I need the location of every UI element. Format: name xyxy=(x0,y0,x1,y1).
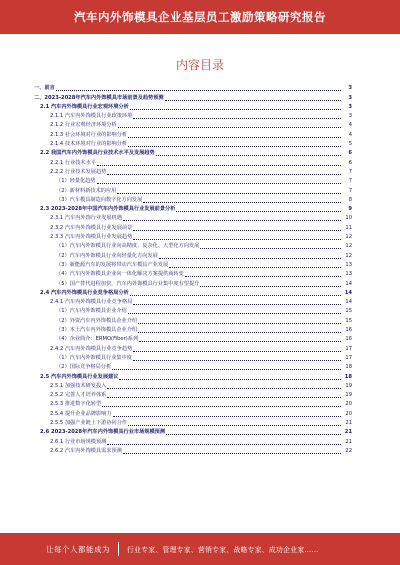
toc-entry-title: （1）汽车内外饰模具企业介绍 xyxy=(56,308,127,315)
toc-leader-dots xyxy=(169,266,341,268)
toc-entry[interactable] xyxy=(34,391,352,400)
report-footer xyxy=(0,533,400,565)
toc-entry-title: （2）汽车内外饰模具行业向轻量化方向发展 xyxy=(56,252,158,259)
toc-entry-title: 2.1 汽车内外饰模具行业宏观环境分析 xyxy=(40,103,129,110)
toc-entry-page: 14 xyxy=(344,289,352,296)
toc-entry-page: 18 xyxy=(344,373,352,380)
toc-entry-page: 16 xyxy=(345,327,352,334)
toc-entry-page: 7 xyxy=(348,168,352,175)
toc-entry-page: 7 xyxy=(348,178,352,185)
report-title: 汽车内外饰模具企业基层员工激励策略研究报告 xyxy=(74,10,326,24)
toc-entry-page: 14 xyxy=(345,299,352,306)
toc-entry[interactable] xyxy=(34,428,352,437)
toc-entry-title: 2.4.1 汽车内外饰模具行业竞争格局 xyxy=(50,299,133,306)
toc-entry-page: 14 xyxy=(345,280,352,287)
toc-entry-title: 2.2.1 行业技术水平 xyxy=(50,159,96,166)
toc-entry-title: （2）新材料新技术的应用 xyxy=(56,187,117,194)
toc-leader-dots xyxy=(138,331,341,333)
toc-entry[interactable] xyxy=(34,205,352,214)
toc-entry[interactable] xyxy=(34,298,352,307)
toc-entry[interactable] xyxy=(34,335,352,344)
toc-leader-dots xyxy=(128,312,341,314)
toc-leader-dots xyxy=(130,108,341,110)
toc-entry-page: 20 xyxy=(345,410,352,417)
toc-entry-page: 13 xyxy=(345,261,352,268)
toc-leader-dots xyxy=(200,285,341,287)
toc-entry[interactable] xyxy=(34,233,352,242)
toc-entry[interactable] xyxy=(34,186,352,195)
toc-entry[interactable] xyxy=(34,419,352,428)
toc-leader-dots xyxy=(128,136,341,138)
toc-leader-dots xyxy=(102,405,341,407)
toc-entry-title: 2.1.1 汽车内外饰模具行业政策环境 xyxy=(50,113,133,120)
toc-entry-page: 11 xyxy=(345,224,352,231)
toc-entry-title: 2.6 2023-2028年汽车内外饰模具行业市场规模预测 xyxy=(40,429,166,436)
toc-entry-page: 8 xyxy=(348,196,352,203)
toc-entry[interactable] xyxy=(34,382,352,391)
toc-entry-page: 19 xyxy=(345,392,352,399)
toc-leader-dots xyxy=(133,359,341,361)
toc-entry-page: 15 xyxy=(345,317,352,324)
toc-entry[interactable] xyxy=(34,289,352,298)
toc-entry-page: 3 xyxy=(348,113,352,120)
report-header xyxy=(0,0,400,34)
toc-leader-dots xyxy=(130,294,341,296)
toc-entry-page: 22 xyxy=(345,447,352,454)
toc-leader-dots xyxy=(139,340,341,342)
toc-entry[interactable] xyxy=(34,270,352,279)
toc-leader-dots xyxy=(123,452,341,454)
toc-entry[interactable] xyxy=(34,103,352,112)
toc-leader-dots xyxy=(185,275,341,277)
toc-entry[interactable] xyxy=(34,447,352,456)
toc-entry-title: （4）汽车内外饰模具企业向一体化解决方案提供商转变 xyxy=(56,271,184,278)
toc-entry-page: 12 xyxy=(345,252,352,259)
toc-entry-page: 9 xyxy=(348,206,352,213)
toc-entry-title: 2.3.1 汽车内外饰行业发展机遇 xyxy=(50,215,122,222)
toc-leader-dots xyxy=(97,164,341,166)
toc-entry[interactable] xyxy=(34,372,352,381)
toc-leader-dots xyxy=(143,201,341,203)
toc-leader-dots xyxy=(107,396,341,398)
toc-entry-title: （1）汽车内外饰模具行业向高精度、复杂化、大型化方向发展 xyxy=(56,243,200,250)
toc-entry-page: 18 xyxy=(345,364,352,371)
toc-entry[interactable] xyxy=(34,354,352,363)
toc-entry-title: 2.3.3 汽车内外饰模具行业发展趋势 xyxy=(50,234,133,241)
toc-entry[interactable] xyxy=(34,326,352,335)
toc-entry-page: 16 xyxy=(345,336,352,343)
toc-entry[interactable] xyxy=(34,316,352,325)
toc-entry[interactable] xyxy=(34,251,352,260)
toc-entry-title: （3）新能源汽车的发展将带动汽车模具产业发展 xyxy=(56,261,169,268)
toc-leader-dots xyxy=(133,303,341,305)
toc-entry-page: 12 xyxy=(345,234,352,241)
toc-entry[interactable] xyxy=(34,149,352,158)
toc-entry-page: 15 xyxy=(345,308,352,315)
toc-entry[interactable] xyxy=(34,279,352,288)
toc-entry[interactable] xyxy=(34,307,352,316)
toc-entry-title: （4）企业简介：ERMO(Fiber)系列 xyxy=(56,336,139,343)
toc-entry-title: 2.1.2 行业宏观经济环境分析 xyxy=(50,122,117,129)
table-of-contents xyxy=(34,84,352,456)
toc-entry[interactable] xyxy=(34,112,352,121)
toc-entry-page: 21 xyxy=(345,438,352,445)
toc-entry-title: （3）汽车模具制造向数字化方向发展 xyxy=(56,196,143,203)
toc-entry-page: 20 xyxy=(345,401,352,408)
toc-entry-page: 10 xyxy=(345,215,352,222)
toc-entry-page: 21 xyxy=(344,429,352,436)
toc-entry[interactable] xyxy=(34,84,352,93)
toc-entry-title: 2.6.1 行业市场规模预测 xyxy=(50,438,107,445)
toc-entry-page: 4 xyxy=(348,131,352,138)
toc-leader-dots xyxy=(165,99,341,101)
toc-leader-dots xyxy=(112,368,341,370)
toc-entry-page: 21 xyxy=(345,419,352,426)
toc-entry[interactable] xyxy=(34,177,352,186)
toc-entry-title: 2.5.2 完善人才培养体系 xyxy=(50,392,107,399)
toc-leader-dots xyxy=(128,424,341,426)
toc-entry[interactable] xyxy=(34,400,352,409)
toc-leader-dots xyxy=(156,154,341,156)
toc-entry-page: 13 xyxy=(345,271,352,278)
toc-leader-dots xyxy=(123,219,341,221)
toc-leader-dots xyxy=(107,443,341,445)
toc-entry-page: 5 xyxy=(348,141,352,148)
toc-leader-dots xyxy=(138,322,341,324)
toc-leader-dots xyxy=(56,89,341,91)
footer-slogan-right: 行业专家、管理专家、营销专家、战略专家、成功企业家…… xyxy=(127,546,319,554)
toc-leader-dots xyxy=(200,247,341,249)
toc-entry-title: 2.4 汽车内外饰模具行业竞争格局分析 xyxy=(40,289,129,296)
toc-entry-page: 7 xyxy=(348,187,352,194)
toc-entry-page: 3 xyxy=(348,85,352,92)
toc-entry-title: 2.5.1 加强技术研发投入 xyxy=(50,382,107,389)
toc-heading: 内容目录 xyxy=(175,58,224,72)
toc-leader-dots xyxy=(117,192,341,194)
toc-entry-title: 2.3 2023-2028年中国汽车内外饰模具行业发展前景分析 xyxy=(40,206,176,213)
toc-entry-title: 2.2.2 行业技术发展趋势 xyxy=(50,168,107,175)
toc-entry-title: 二、2023-2028年汽车内外饰模具市场前景及趋势预测 xyxy=(34,94,164,101)
toc-entry-title: 2.1.4 技术环境对行业的影响分析 xyxy=(50,141,128,148)
toc-entry-title: 2.5.3 推进数字化转型 xyxy=(50,401,102,408)
toc-entry-title: （3）本土汽车内外饰模具企业介绍 xyxy=(56,327,138,334)
toc-entry[interactable] xyxy=(34,130,352,139)
toc-leader-dots xyxy=(107,173,341,175)
toc-entry-title: 2.4.2 汽车内外饰模具行业竞争趋势 xyxy=(50,345,133,352)
toc-entry[interactable] xyxy=(34,168,352,177)
toc-entry[interactable] xyxy=(34,158,352,167)
toc-leader-dots xyxy=(166,433,341,435)
toc-entry-title: 2.2 我国汽车内外饰模具行业技术水平及发展趋势 xyxy=(40,150,155,157)
toc-entry-page: 4 xyxy=(348,122,352,129)
toc-entry-title: （5）国产替代进程加快，汽车内外饰模具行业集中度有望提升 xyxy=(56,280,200,287)
toc-leader-dots xyxy=(113,415,341,417)
toc-entry-title: 2.5.4 提升企业品牌影响力 xyxy=(50,410,112,417)
toc-leader-dots xyxy=(118,126,341,128)
toc-entry-title: （2）外资汽车内外饰模具企业介绍 xyxy=(56,317,138,324)
toc-leader-dots xyxy=(133,229,341,231)
toc-entry-page: 17 xyxy=(345,345,352,352)
toc-leader-dots xyxy=(119,378,341,380)
toc-entry[interactable] xyxy=(34,242,352,251)
toc-leader-dots xyxy=(97,182,341,184)
toc-entry[interactable] xyxy=(34,437,352,446)
toc-entry[interactable] xyxy=(34,261,352,270)
toc-entry-page: 12 xyxy=(345,243,352,250)
toc-entry[interactable] xyxy=(34,344,352,353)
toc-entry-title: （1）轻量化趋势 xyxy=(56,178,96,185)
toc-entry[interactable] xyxy=(34,93,352,102)
toc-entry-title: 2.3.2 汽车内外饰模具行业发展前景 xyxy=(50,224,133,231)
toc-leader-dots xyxy=(176,210,341,212)
toc-entry[interactable] xyxy=(34,223,352,232)
toc-leader-dots xyxy=(128,145,341,147)
toc-entry[interactable] xyxy=(34,121,352,130)
toc-entry-title: 一、前言 xyxy=(34,85,55,92)
toc-entry[interactable] xyxy=(34,214,352,223)
toc-entry[interactable] xyxy=(34,140,352,149)
toc-leader-dots xyxy=(159,257,341,259)
toc-entry-title: （2）国际竞争格局分析 xyxy=(56,364,112,371)
toc-entry-title: （1）汽车内外饰模具行业集中度 xyxy=(56,354,132,361)
toc-leader-dots xyxy=(133,238,341,240)
footer-divider xyxy=(118,542,119,556)
toc-entry-page: 19 xyxy=(345,382,352,389)
toc-entry-page: 3 xyxy=(348,103,352,110)
toc-entry-page: 3 xyxy=(348,94,352,101)
toc-entry[interactable] xyxy=(34,363,352,372)
toc-entry-title: 2.1.3 社会环境对行业的影响分析 xyxy=(50,131,128,138)
toc-entry[interactable] xyxy=(34,409,352,418)
toc-leader-dots xyxy=(133,350,341,352)
toc-entry[interactable] xyxy=(34,196,352,205)
toc-entry-page: 17 xyxy=(345,354,352,361)
toc-entry-title: 2.5.5 加强产业链上下游协同合作 xyxy=(50,419,128,426)
toc-entry-title: 2.6.2 汽车内外饰模具需求预测 xyxy=(50,447,122,454)
toc-entry-page: 6 xyxy=(348,159,352,166)
toc-leader-dots xyxy=(133,117,341,119)
toc-entry-title: 2.5 汽车内外饰模具行业发展建议 xyxy=(40,373,119,380)
toc-entry-page: 6 xyxy=(348,150,352,157)
toc-leader-dots xyxy=(107,387,341,389)
footer-slogan-left: 让每个人都能成为 xyxy=(46,544,110,554)
